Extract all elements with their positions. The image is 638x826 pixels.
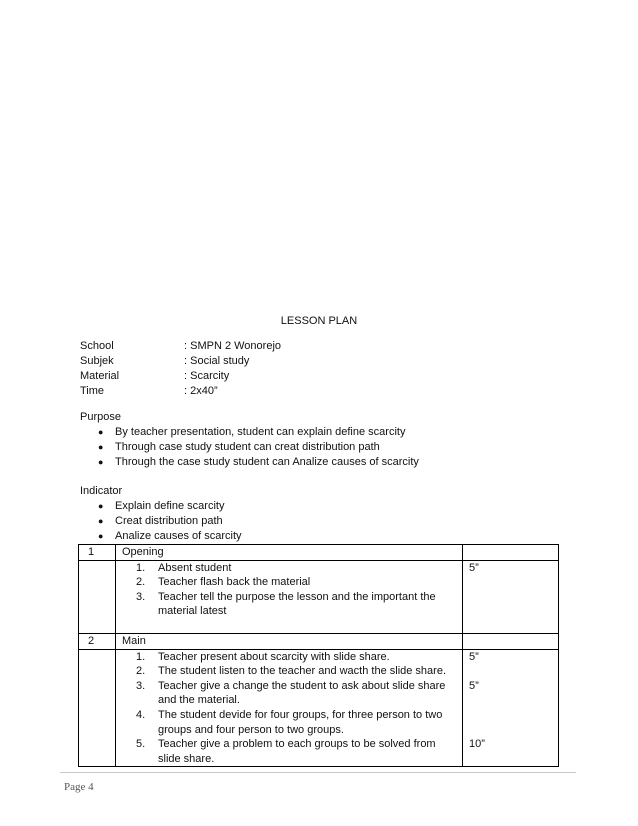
steps-cell [116,649,463,767]
step-text: The student devide for four groups, for three person to two groups and four person to two groups. [158,708,443,736]
info-label: School [80,340,114,352]
row-title: Opening [116,545,463,561]
step-duration-blank [469,693,558,708]
step-number: 3. [136,679,146,692]
duration-cell [463,633,559,649]
step-text: Teacher give a problem to each groups to be solved from slide share. [158,738,436,765]
step-item [122,590,462,619]
list-item [98,514,242,529]
bullet-icon: ● [98,531,104,541]
step-item [122,575,462,590]
list-item-text: Explain define scarcity [115,500,225,512]
row-number: 2 [79,633,116,649]
list-item [98,425,419,440]
info-value: : Social study [184,355,250,367]
step-duration-blank [469,723,558,738]
steps-list [122,561,462,619]
page-number: Page 4 [64,781,94,793]
duration-cell [463,560,559,633]
list-item [98,499,242,514]
bullet-icon: ● [98,516,104,526]
step-text: The student listen to the teacher and wacth the slide share. [158,665,447,678]
step-number: 5. [136,738,146,751]
step-number: 2. [136,665,146,678]
table-row [79,545,559,561]
list-item-text: Through the case study student can Analize causes of scarcity [115,456,419,468]
bullet-icon: ● [98,427,104,437]
step-text: Teacher tell the purpose the lesson and the important the material latest [158,590,436,618]
step-text: Teacher give a change the student to ask about slide share and the material. [158,679,446,707]
step-text: Teacher present about scarcity with slide share. [158,650,390,663]
step-number: 4. [136,708,146,721]
step-number: 1. [136,561,146,574]
duration-cell [463,545,559,561]
duration-cell [463,649,559,767]
step-item [122,737,462,766]
info-row-school [80,339,281,354]
list-item-text: Analize causes of scarcity [115,530,242,542]
info-block [80,339,281,399]
lesson-table [78,544,559,767]
step-duration: 5” [469,561,479,574]
bullet-icon: ● [98,457,104,467]
step-text: Teacher flash back the material [158,576,311,589]
info-value: : SMPN 2 Wonorejo [184,340,282,352]
steps-cell [116,560,463,633]
step-duration-blank [469,708,558,723]
row-number-cell [79,560,116,633]
step-item [122,679,462,708]
step-item [122,708,462,737]
steps-list [122,650,462,767]
info-row-material [80,369,281,384]
indicator-heading: Indicator [80,485,123,497]
info-row-subjek [80,354,281,369]
bullet-icon: ● [98,501,104,511]
step-item [122,664,462,679]
step-duration: 5” [469,650,479,663]
step-duration: 5” [469,679,479,692]
step-duration-blank [469,664,558,679]
step-number: 1. [136,650,146,663]
table-row [79,560,559,633]
step-number: 2. [136,576,146,589]
step-duration: 10” [469,738,485,751]
row-number: 1 [79,545,116,561]
list-item-text: Creat distribution path [115,515,223,527]
info-label: Time [80,385,105,397]
table-row [79,649,559,767]
info-value: : Scarcity [184,370,230,382]
indicator-list [98,499,242,544]
step-item [122,561,462,576]
info-value: : 2x40” [184,385,218,397]
list-item-text: By teacher presentation, student can explain define scarcity [115,426,406,438]
bullet-icon: ● [98,442,104,452]
info-label: Subjek [80,355,114,367]
doc-title: LESSON PLAN [280,315,358,327]
step-number: 3. [136,590,146,603]
info-row-time [80,384,281,399]
purpose-heading: Purpose [80,411,121,423]
list-item [98,455,419,470]
table-row [79,633,559,649]
step-item [122,650,462,665]
list-item-text: Through case study student can creat distribution path [115,441,380,453]
purpose-list [98,425,419,470]
row-title: Main [116,633,463,649]
row-number-cell [79,649,116,767]
list-item [98,529,242,544]
info-label: Material [80,370,120,382]
footer-divider [60,772,576,773]
step-text: Absent student [158,561,232,574]
list-item [98,440,419,455]
